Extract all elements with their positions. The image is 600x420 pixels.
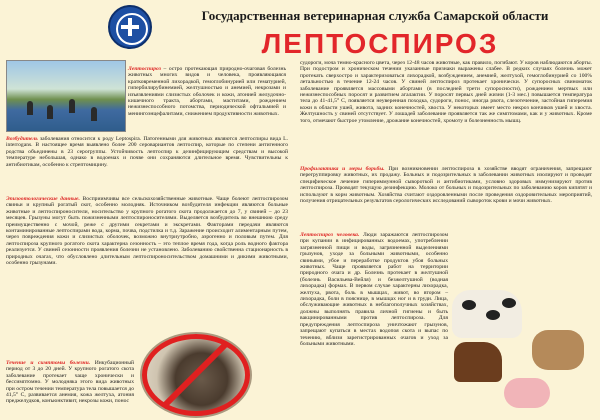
page-title: ЛЕПТОСПИРОЗ [261, 28, 499, 59]
agent-lead: Возбудитель [6, 136, 38, 142]
human-text: Люди заражаются лептоспирозом при купании в инфицированных водоемах, употреблении загрязненной пищи и воды, загрязненной выделениями грызунов, уходе за больными животными, особенно свиньями, убое и переработке продуктов убоя больных животных. Чаще проявляется работ на территории природного очага и др. Болезнь протекает в желтушной (болезнь Васильева-Вейля) и безжелтушной (водная лихорадка) формах. В первом случае характерны лихорадка, желтуха, рвота, боль в мышцах, живот, во втором – лихорадка, боли в пояснице, в мышцах ног и в груди. Лица, обслуживающие животных в неблагополучных хозяйствах, должны выполнять правила личной гигиены и быть вакцинированными против лептоспироза. Для предупреждения лептоспироза уничтожают грызунов, запрещают купаться в местах водопоя скота и выпас по течению, вблизи зарегистрированных очагов и уход за больными животными. [300, 232, 449, 347]
vet-service-logo [108, 5, 152, 49]
epizoo-lead: Эпизоотологические данные. [6, 196, 80, 202]
course-section [6, 360, 134, 405]
course-text: Инкубационный период от 3 до 20 дней. У крупного рогатого скота заболевание протекает чаще хронически и бессимптомно. У молодняка этого вида животных при остром течении температура тела повышается до 41,5° С, развивается анемия, кожа желтуха, атония преджелудков, конъюнктивит, некрозы кожи, понос [6, 360, 134, 405]
epizoo-text: Восприимчивы все сельскохозяйственные животные. Чаще болеют лептоспирозом свиньи и крупный рогатый скот, особенно молодняк. Источником возбудителя инфекции являются больные животные и лептоспироносители, носительство у крупного рогатого скота продолжается до 7, у свиней – до 23 месяцев. Грызуны могут быть пожизненными лептоспироносителями. Выделяется возбудитель во внешнюю среду преимущественно с мочой, реже с другими секретами и экскретами. Факторами передачи являются контаминированные лептоспирами вода, корма, почва, подстилка и т.д. Заражение происходит алиментарным путем, через повреждения кожи и слизистых оболочек, возможно внутриутробно, аэрогенно и половым путем. Для лептоспироза крупного рогатого скота характерна сезонность – это теплое время года, когда роль водного фактора реализуется. У свиней сезонности проявления болезни не установлено. Заболеванию свойственна стационарность в природных очагах, что обусловлено длительным лептоспироносительством домашними и дикими животными, особенно грызунами. [6, 196, 288, 267]
prevention-section [300, 166, 592, 204]
course-lead: Течение и симптомы болезни. [6, 360, 91, 366]
dog-image [532, 330, 584, 370]
cow-image [452, 290, 522, 338]
cattle-in-water-photo [6, 60, 126, 132]
pig-image [504, 378, 550, 408]
course-continued: судороги, моча темно-красного цвета, через 12-48 часов животные, как правило, погибают. У коров наблюдаются аборты. При подостром и хроническом течении указанные признаки выражены слабее. В редких случаях болезнь может протекать сверхостро и характеризоваться лихорадкой, возбуждением, анемией, желтухой, гемоглобинурией со 100% летальностью в течение 12-24 часов. У свиней лептоспироз протекает хронически. У супоросных свиноматок заболевание проявляется массовыми абортами (в последней трети супоросности), рождением мертвых или нежизнеспособных поросят и развитием агалактии. У поросят первых дней жизни (1-3 мес.) повышается температура тела до 41-41,5° С, появляется неуверенная походка, судороги, понос, иногда рвота, слезотечение, застойная гиперемия кожи в области ушей, живота, задних конечностей, хвоста. У некоторых имеет место некроз кончиков ушей и хвоста. Желтушность у свиней отсутствует. У лошадей заболевание проявляется так же симптомами, как и у животных. Кроме того, отмечают быстрое утомление, дрожание конечностей, хромоту и болезненность мышц. [300, 60, 592, 124]
rat-ban-image [140, 332, 252, 418]
intro-text: – остро протекающая природно-очаговая болезнь животных многих видов и человека, проявляющаяся кратковременной лихорадкой, гемоглобинурией или гематурией, гипербилирубинемией, желтушностью и анемией, некрозами и изъязвлениями слизистых оболочек и кожи, атонией желудочно-кишечного тракта, абортами, маститами, рождением нежизнеспособного потомства, периодической офтальмией и менингоэнцефалитами, снижением продуктивности животных. [128, 66, 286, 117]
farm-animals-collage [452, 290, 594, 416]
prevention-text: При возникновении лептоспироза в хозяйстве вводят ограничения, запрещают перегруппировку животных, их продажу. Больных и подозрительных в заболевании животных изолируют и проводят специфическое лечение гипериммунной сывороткой и антибиотиками, условно здоровых иммунизируют против лептоспироза. Проводят текущую дезинфекцию. Молоко от больных и подозрительных по заболеванию коров кипятят и используют в корм животным. Хозяйства считают оздоровленными после проведения оздоровительных мероприятий, получения отрицательных результатов серологических исследований сывороток крови и мочи животных. [300, 166, 592, 205]
agent-section [6, 136, 288, 168]
prevention-lead: Профилактика и меры борьбы. [300, 166, 385, 172]
epizoo-section [6, 196, 288, 266]
intro-lead: Лептоспироз [128, 66, 161, 72]
human-lead: Лептоспироз человека. [300, 232, 360, 238]
human-section [300, 232, 448, 347]
intro-section [128, 66, 286, 117]
org-name: Государственная ветеринарная служба Самарской области [201, 8, 549, 23]
agent-text: заболевания относится к роду Leptospira. Патогенными для животных являются лептоспиры вида L. interrogans. В настоящее время выявлено более 200 серовариантов лептоспир, которые по степени антигенного родства объединены в 23 серогруппы. Устойчивость лептоспир к дезинфицирующим средствам и высокой температуре небольшая, однако в водоемах и почве они сохраняются длительное время. Чувствительны к антибиотикам, особенно к стрептомицину. [6, 136, 288, 168]
horse-image [454, 342, 502, 382]
